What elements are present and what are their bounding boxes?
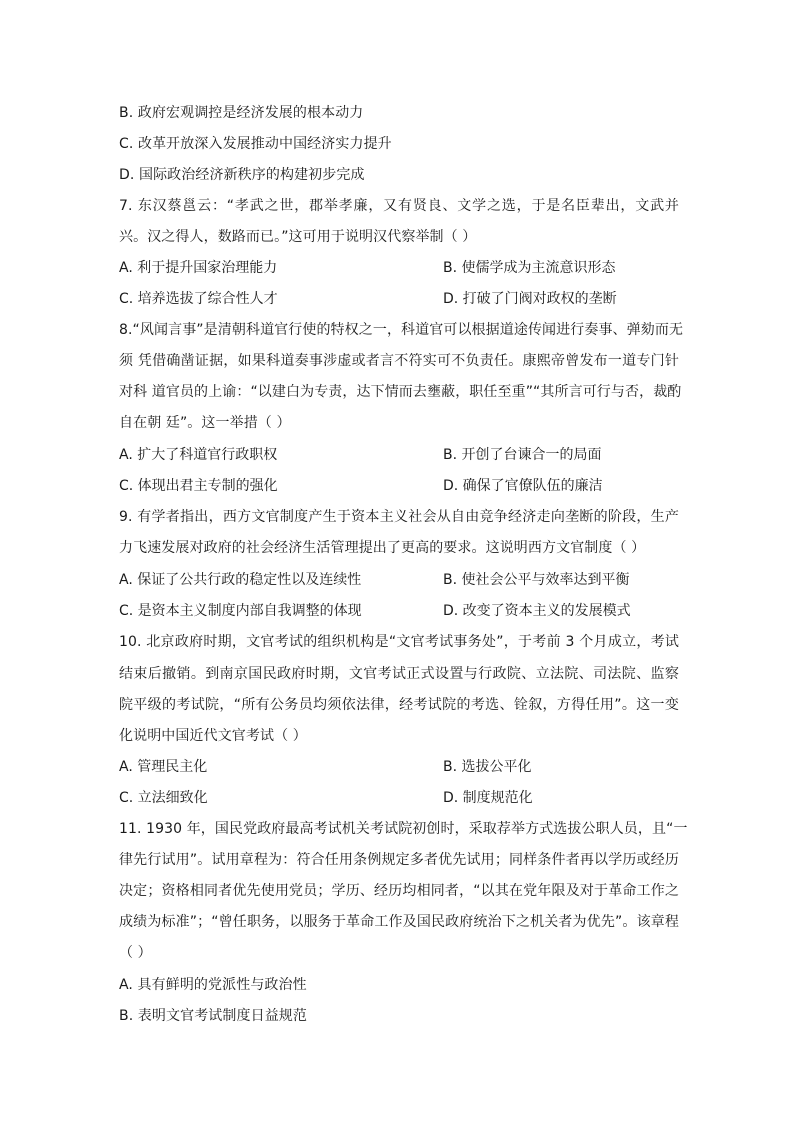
q9-stem-line-2: 力飞速发展对政府的社会经济生活管理提出了更高的要求。这说明西方文官制度（ ） — [119, 540, 646, 556]
q8-option-a: A. 扩大了科道官行政职权 — [119, 447, 278, 463]
q8-stem-line-3: 对科 道官员的上谕：“以建白为专责，达下情而去壅蔽，职任至重”“其所言可行与否，裁酌 — [119, 384, 682, 400]
q8-option-c: C. 体现出君主专制的强化 — [119, 478, 278, 494]
q7-option-b: B. 使儒学成为主流意识形态 — [443, 260, 616, 276]
q7-stem-line-1: 7. 东汉蔡邕云：“孝武之世，郡举孝廉，又有贤良、文学之选，于是名臣辈出，文武并 — [119, 198, 679, 214]
q10-option-c: C. 立法细致化 — [119, 790, 208, 806]
q10-option-b: B. 选拔公平化 — [443, 759, 532, 775]
q10-stem-line-3: 院平级的考试院，“所有公务员均须依法律，经考试院的考选、铨叙，方得任用”。这一变 — [119, 697, 679, 713]
q6-option-b: B. 政府宏观调控是经济发展的根本动力 — [119, 105, 364, 121]
q11-option-a: A. 具有鲜明的党派性与政治性 — [119, 977, 307, 993]
q8-stem-line-1: 8.“风闻言事”是清朝科道官行使的特权之一，科道官可以根据道途传闻进行奏事、弹劾而无 — [119, 322, 684, 338]
q9-option-a: A. 保证了公共行政的稳定性以及连续性 — [119, 572, 362, 588]
q9-option-b: B. 使社会公平与效率达到平衡 — [443, 572, 630, 588]
q7-option-d: D. 打破了门阀对政权的垄断 — [443, 291, 617, 307]
q8-stem-line-2: 须 凭借确凿证据，如果科道奏事涉虚或者言不符实可不负责任。康熙帝曾发布一道专门针 — [119, 353, 679, 369]
q9-stem-line-1: 9. 有学者指出，西方文官制度产生于资本主义社会从自由竞争经济走向垄断的阶段，生产 — [119, 509, 679, 525]
q7-stem-line-2: 兴。汉之得人，数路而已。”这可用于说明汉代察举制（ ） — [119, 229, 477, 245]
q11-stem-line-5: （ ） — [119, 945, 152, 961]
q7-option-c: C. 培养选拔了综合性人才 — [119, 291, 278, 307]
q9-option-d: D. 改变了资本主义的发展模式 — [443, 603, 631, 619]
q10-stem-line-4: 化说明中国近代文官考试（ ） — [119, 728, 307, 744]
q10-stem-line-1: 10. 北京政府时期，文官考试的组织机构是“文官考试事务处”，于考前 3 个月成立，考试 — [119, 634, 679, 650]
q11-stem-line-4: 成绩为标准”；“曾任职务，以服务于革命工作及国民政府统治下之机关者为优先”。该章程 — [119, 914, 679, 930]
q11-stem-line-3: 决定；资格相同者优先使用党员；学历、经历均相同者，“以其在党年限及对于革命工作之 — [119, 883, 679, 899]
q11-option-b: B. 表明文官考试制度日益规范 — [119, 1008, 308, 1024]
q10-stem-line-2: 结束后撤销。到南京国民政府时期，文官考试正式设置与行政院、立法院、司法院、监察 — [119, 666, 679, 682]
q9-option-c: C. 是资本主义制度内部自我调整的体现 — [119, 603, 362, 619]
q8-option-b: B. 开创了台谏合一的局面 — [443, 447, 602, 463]
q7-option-a: A. 利于提升国家治理能力 — [119, 260, 278, 276]
q10-option-a: A. 管理民主化 — [119, 759, 208, 775]
q11-stem-line-2: 律先行试用”。试用章程为：符合任用条例规定多者优先试用；同样条件者再以学历或经历 — [119, 852, 679, 868]
q8-stem-line-4: 自在朝 廷”。这一举措（ ） — [119, 415, 291, 431]
q8-option-d: D. 确保了官僚队伍的廉洁 — [443, 478, 603, 494]
q10-option-d: D. 制度规范化 — [443, 790, 533, 806]
q11-stem-line-1: 11. 1930 年，国民党政府最高考试机关考试院初创时，采取荐举方式选拔公职人员，且“一 — [119, 821, 688, 837]
q6-option-d: D. 国际政治经济新秩序的构建初步完成 — [119, 167, 365, 183]
q6-option-c: C. 改革开放深入发展推动中国经济实力提升 — [119, 136, 392, 152]
